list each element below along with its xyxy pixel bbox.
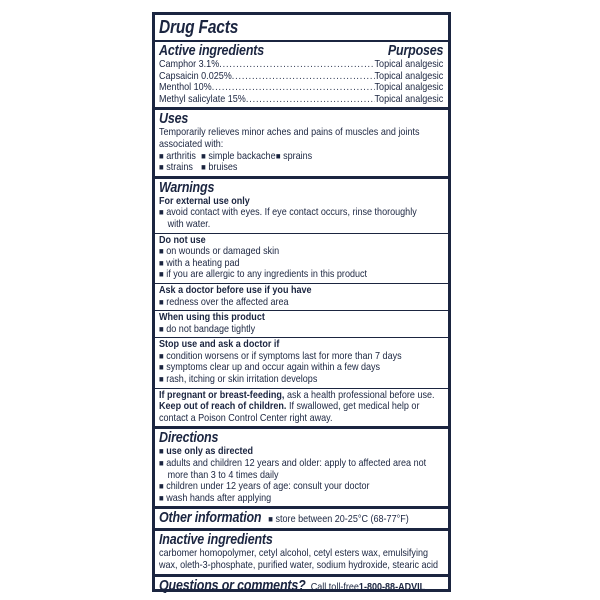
inactive-ingredients-text: carbomer homopolymer, cetyl alcohol, cetyl esters wax, emulsifying bbox=[159, 547, 429, 560]
active-ingredients-heading: Active ingredients bbox=[159, 43, 265, 59]
ingredient-purpose: Topical analgesic bbox=[374, 70, 444, 82]
active-ingredient-row bbox=[159, 71, 443, 83]
active-ingredients-section bbox=[155, 42, 448, 110]
questions-section bbox=[155, 577, 448, 596]
do-not-use-block bbox=[155, 233, 448, 281]
warning-item: ■ with a heating pad bbox=[159, 258, 443, 270]
other-information-section bbox=[155, 509, 448, 531]
directions-heading: Directions bbox=[159, 430, 219, 447]
children-warning-continued: contact a Poison Control Center right away. bbox=[159, 411, 333, 424]
inactive-ingredients-text: wax, oleth-3-phosphate, purified water, sodium hydroxide, stearic acid bbox=[159, 559, 439, 571]
inactive-ingredients-section bbox=[155, 531, 448, 576]
warning-item-continued: with water. bbox=[167, 217, 211, 230]
drug-facts-header bbox=[155, 15, 448, 42]
pregnancy-bold: If pregnant or breast-feeding, bbox=[159, 388, 285, 401]
uses-text: Temporarily relieves minor aches and pains of muscles and joints bbox=[159, 126, 420, 139]
use-item: ■ bruises bbox=[201, 162, 237, 174]
children-text: If swallowed, get medical help or bbox=[286, 400, 420, 413]
drug-facts-title: Drug Facts bbox=[159, 17, 239, 37]
do-not-use-title: Do not use bbox=[159, 233, 206, 246]
external-use-title: For external use only bbox=[159, 194, 250, 207]
active-ingredient-row bbox=[159, 82, 443, 94]
when-using-title: When using this product bbox=[159, 311, 265, 324]
inactive-ingredients-heading: Inactive ingredients bbox=[159, 532, 273, 549]
warning-item: ■ do not bandage tightly bbox=[159, 324, 443, 336]
ingredient-name: Camphor 3.1% bbox=[159, 59, 220, 70]
use-item: ■ arthritis bbox=[159, 151, 199, 163]
leader-dots bbox=[219, 59, 374, 71]
ingredient-name: Methyl salicylate 15% bbox=[159, 93, 246, 105]
warning-item: ■ rash, itching or skin irritation develops bbox=[159, 374, 443, 386]
direction-item: ■ wash hands after applying bbox=[159, 493, 443, 505]
warning-item: ■ if you are allergic to any ingredients in this product bbox=[159, 269, 443, 281]
direction-item: ■ children under 12 years of age: consult your doctor bbox=[159, 481, 443, 493]
pregnancy-text: ask a health professional before use. bbox=[284, 388, 435, 401]
other-information-heading: Other information bbox=[159, 510, 262, 527]
directions-section bbox=[155, 429, 448, 509]
drug-facts-panel bbox=[152, 12, 451, 592]
pregnancy-children-block bbox=[155, 388, 448, 425]
ingredient-purpose: Topical analgesic bbox=[374, 59, 444, 70]
direction-item: ■ adults and children 12 years and older: apply to affected area not bbox=[159, 458, 443, 470]
other-information-text: ■ store between 20-25°C (68-77°F) bbox=[268, 513, 408, 525]
ingredient-name: Capsaicin 0.025% bbox=[159, 70, 232, 82]
active-ingredient-row bbox=[159, 59, 443, 71]
uses-list bbox=[159, 162, 443, 174]
phone-number[interactable]: 1-800-88-ADVIL bbox=[358, 580, 426, 593]
uses-text: associated with: bbox=[159, 137, 224, 150]
ingredient-name: Menthol 10% bbox=[159, 82, 212, 94]
children-bold: Keep out of reach of children. bbox=[159, 400, 287, 413]
direction-item-continued: more than 3 to 4 times daily bbox=[167, 468, 279, 481]
warnings-heading: Warnings bbox=[159, 179, 215, 196]
ask-doctor-title: Ask a doctor before use if you have bbox=[159, 283, 312, 296]
leader-dots bbox=[246, 94, 375, 106]
stop-use-title: Stop use and ask a doctor if bbox=[159, 338, 280, 351]
warning-item: ■ redness over the affected area bbox=[159, 297, 443, 309]
warning-item: ■ condition worsens or if symptoms last for more than 7 days bbox=[159, 351, 443, 363]
when-using-block bbox=[155, 310, 448, 335]
stop-use-block bbox=[155, 337, 448, 385]
use-item: ■ sprains bbox=[276, 151, 312, 163]
questions-heading: Questions or comments? bbox=[159, 577, 306, 594]
warning-item: ■ symptoms clear up and occur again within a few days bbox=[159, 362, 443, 374]
warnings-section bbox=[155, 179, 448, 430]
leader-dots bbox=[232, 71, 375, 83]
ask-doctor-block bbox=[155, 283, 448, 308]
purposes-heading: Purposes bbox=[387, 43, 444, 59]
warning-item: ■ avoid contact with eyes. If eye contact occurs, rinse thoroughly bbox=[159, 207, 443, 219]
direction-item: ■ use only as directed bbox=[159, 446, 443, 458]
ingredient-purpose: Topical analgesic bbox=[374, 82, 444, 94]
active-ingredient-row bbox=[159, 94, 443, 106]
uses-heading: Uses bbox=[159, 111, 189, 128]
use-item: ■ simple backache bbox=[201, 151, 273, 163]
use-item: ■ strains bbox=[159, 162, 199, 174]
uses-section bbox=[155, 110, 448, 178]
ingredient-purpose: Topical analgesic bbox=[374, 93, 444, 105]
leader-dots bbox=[212, 82, 375, 94]
questions-text: Call toll-free bbox=[310, 580, 359, 593]
warning-item: ■ on wounds or damaged skin bbox=[159, 246, 443, 258]
uses-list bbox=[159, 151, 443, 163]
